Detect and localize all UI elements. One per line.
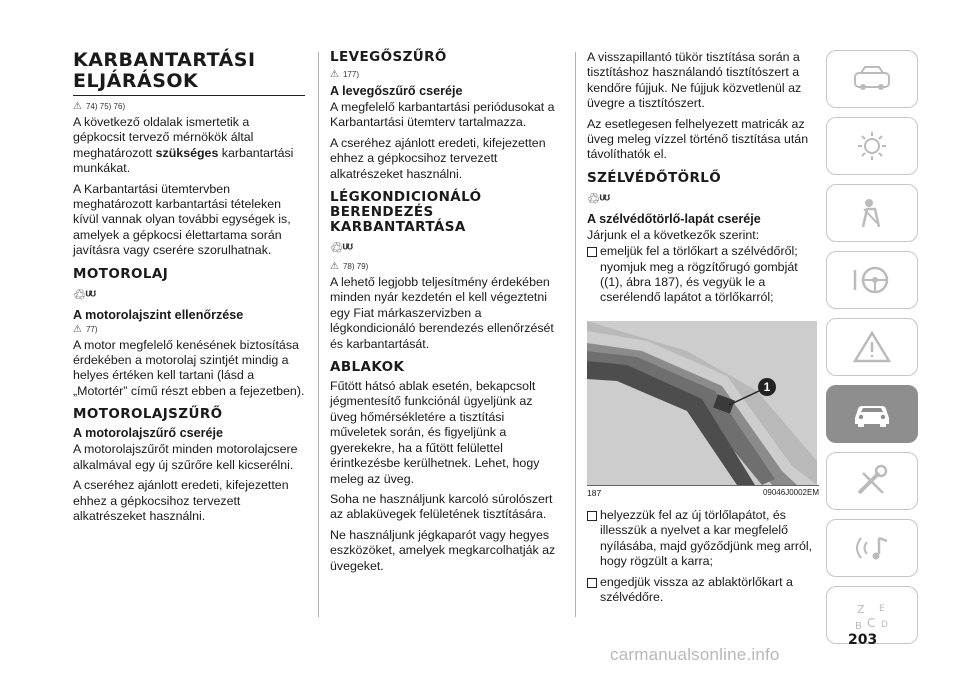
tab-tools[interactable] — [826, 452, 918, 510]
paragraph: A cseréhez ajánlott eredeti, kifejezetten ehhez a gépkocsihoz tervezett alkatrészeket használni. — [330, 135, 546, 181]
figure-callout: 1 — [763, 379, 771, 394]
main-title: KARBANTARTÁSI ELJÁRÁSOK — [73, 50, 305, 96]
warning-triangle-icon: ⚠ — [330, 261, 339, 273]
car-service-icon — [849, 396, 895, 432]
warning-ref: ⚠ 177) — [330, 69, 359, 80]
svg-text:E: E — [879, 604, 885, 614]
column-divider — [575, 52, 576, 617]
steering-wheel-icon — [849, 262, 895, 298]
svg-text:C: C — [867, 616, 876, 630]
list-item: helyezzük fel az új törlőlapátot, és illesszük a nyelvet a kar megfelelő nyílásába, majd győződjünk meg arról, hogy rögzült a karra; — [587, 508, 819, 575]
lights-icon — [849, 128, 895, 164]
seatbelt-airbag-icon — [849, 195, 895, 231]
section-heading-ablakok: ABLAKOK — [330, 359, 405, 376]
page-number: 203 — [848, 632, 878, 648]
checkbox-bullet-icon — [587, 511, 597, 521]
tools-icon — [849, 463, 895, 499]
figure-wiper — [587, 321, 817, 485]
checkbox-bullet-icon — [587, 578, 597, 588]
paragraph: Fűtött hátsó ablak esetén, bekapcsolt jégmentesítő funkciónál ügyeljünk az üveg hőmérsékletére a tisztítási műveletek során, és figyeljünk a gyerekekre, ha a fűtött felülettel érintkezésbe kerülhetnek. Lehet, hogy meleg az üveg. — [330, 379, 540, 486]
watermark: carmanualsonline.info — [610, 645, 780, 664]
multimedia-icon — [849, 530, 895, 566]
paragraph: A cseréhez ajánlott eredeti, kifejezetten ehhez a gépkocsihoz tervezett alkatrészeket használni. — [73, 478, 289, 523]
tab-warning-road[interactable] — [826, 318, 918, 376]
column-1 — [73, 50, 305, 529]
chapter-sidebar — [826, 50, 960, 653]
checkbox-bullet-icon — [587, 247, 597, 257]
warning-refs: ⚠ 78) 79) — [330, 261, 369, 273]
paragraph: Soha ne használjunk karcoló súrolószert az ablaküvegek felületének tisztítására. — [330, 491, 553, 522]
tab-car-service[interactable] — [826, 385, 918, 443]
svg-text:D: D — [881, 620, 888, 630]
warning-ref: ⚠ 77) — [73, 323, 98, 335]
subheading: A motorolajszűrő cseréje — [73, 426, 224, 441]
paragraph: A lehető legjobb teljesítmény érdekében minden nyár kezdetén el kell végeztetni egy Fiat márkaszervizben a légkondicionáló berendezés ellenőrzését és karbantartását. — [330, 275, 554, 351]
warning-road-icon — [849, 329, 895, 365]
intro-paragraph: A következő oldalak ismertetik a gépkocsit tervező mérnökök által meghatározott szükséges karbantartási munkákat. — [73, 115, 294, 176]
column-2 — [330, 50, 562, 579]
wiper-illustration — [587, 321, 817, 485]
section-heading-szelvedotorlo: SZÉLVÉDŐTÖRLŐ — [587, 169, 722, 186]
figure-number: 187 — [587, 487, 602, 498]
section-heading-motorolaj: MOTOROLAJ — [73, 265, 169, 282]
list-item: engedjük vissza az ablaktörlőkart a szélvédőre. — [587, 575, 819, 611]
tab-car-dashboard[interactable] — [826, 50, 918, 108]
column-divider — [318, 52, 319, 617]
paragraph: Járjunk el a következők szerint: — [587, 227, 760, 242]
paragraph: A motor megfelelő kenésének biztosítása érdekében a motorolaj szintjét mindig a helyes értéken kell tartani (lásd a „Motortér” című részt ebben a fejezetben). — [73, 337, 305, 398]
subheading: A levegőszűrő cseréje — [330, 84, 463, 98]
subheading: A motorolajszint ellenőrzése — [73, 307, 244, 322]
paragraph: Az esetlegesen felhelyezett matricák az üveg meleg vízzel történő tisztítása után távolíthatók el. — [587, 116, 809, 162]
tab-seatbelt-airbag[interactable] — [826, 184, 918, 242]
section-heading-legkondicionalo: LÉGKONDICIONÁLÓ BERENDEZÉS KARBANTARTÁSA — [330, 189, 482, 236]
paragraph: A motorolajszűrőt minden motorolajcsere alkalmával egy új szűrőre kell kicserélni. — [73, 442, 298, 472]
section-heading-motorolajszuro: MOTOROLAJSZŰRŐ — [73, 406, 223, 423]
environment-icon: ♲ᶸᶷ — [330, 240, 353, 258]
paragraph: A megfelelő karbantartási periódusokat a Karbantartási ütemterv tartalmazza. — [330, 100, 555, 130]
environment-icon: ♲ᶸᶷ — [587, 190, 610, 208]
section-heading-levegoszuro: LEVEGŐSZŰRŐ — [330, 49, 447, 65]
paragraph: Ne használjunk jégkaparót vagy hegyes eszközöket, amelyek megkarcolhatják az üvegeket. — [330, 527, 556, 573]
warning-triangle-icon: ⚠ — [73, 101, 82, 112]
car-dashboard-icon — [849, 61, 895, 97]
warning-triangle-icon: ⚠ — [330, 69, 339, 80]
warning-triangle-icon: ⚠ — [73, 323, 82, 335]
paragraph: A Karbantartási ütemtervben meghatározott karbantartási tételeken kívül vannak olyan további egységek is, amelyek a gépkocsi élettartama során javításra vagy cserére szorulhatnak. — [73, 181, 291, 258]
list-item: emeljük fel a törlőkart a szélvédőről; nyomjuk meg a rögzítőrugó gombját ((1), ábra 187), és vegyük le a cserélendő lapátot a törlőkarról; — [587, 244, 819, 311]
paragraph: A visszapillantó tükör tisztítása során a tisztításhoz használandó tisztítószert a kendőre fújjuk. Ne fújjuk közvetlenül az üvegre a tisztítószert. — [587, 50, 802, 111]
warning-refs: ⚠ 74) 75) 76) — [73, 101, 126, 112]
tab-multimedia[interactable] — [826, 519, 918, 577]
figure-caption — [587, 485, 819, 498]
tab-steering-wheel[interactable] — [826, 251, 918, 309]
tab-lights[interactable] — [826, 117, 918, 175]
figure-code: 09046J0002EM — [762, 487, 819, 497]
index-icon — [849, 597, 895, 633]
svg-text:B: B — [855, 621, 862, 632]
environment-icon: ♲ᶸᶷ — [73, 286, 96, 304]
svg-text:Z: Z — [857, 603, 865, 616]
subheading: A szélvédőtörlő-lapát cseréje — [587, 211, 761, 226]
column-3 — [587, 50, 819, 610]
